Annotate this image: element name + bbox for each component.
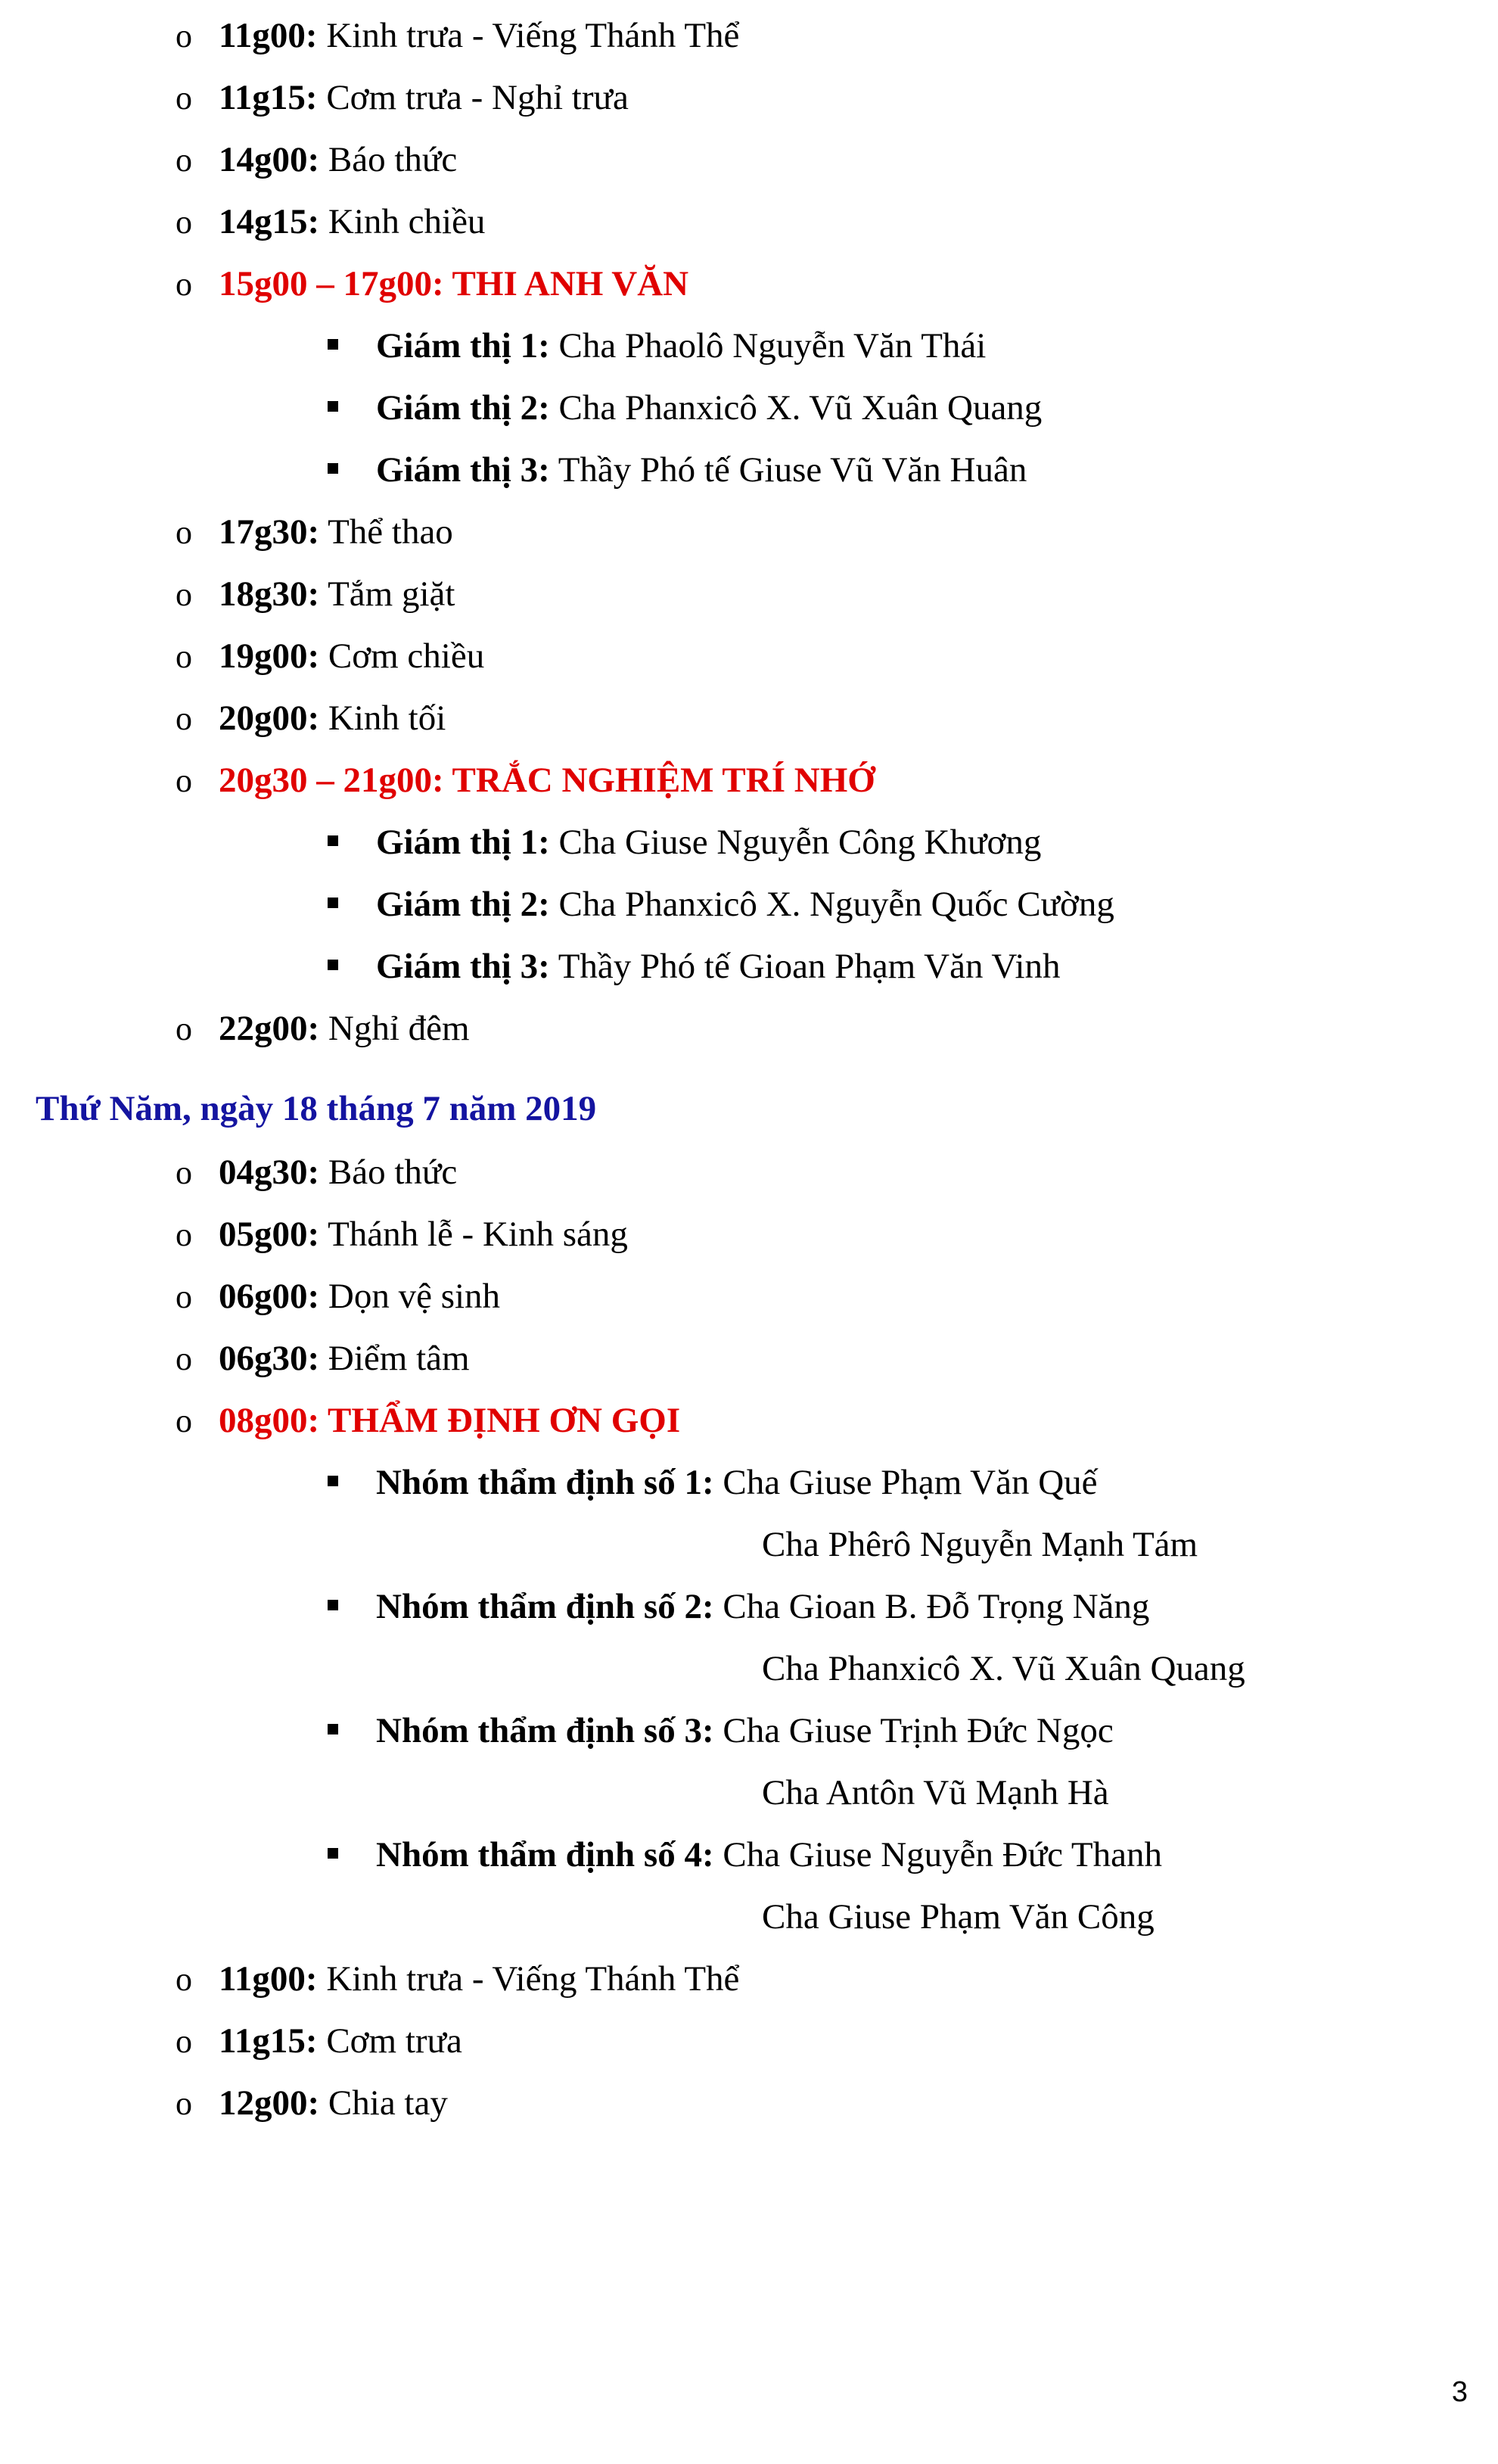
square-bullet-icon — [328, 1600, 338, 1610]
circle-bullet-icon: o — [176, 1278, 192, 1315]
group-member: Cha Giuse Nguyễn Đức Thanh — [723, 1835, 1163, 1874]
schedule-activity: Thể thao — [328, 512, 453, 552]
schedule-activity: Tắm giặt — [328, 574, 455, 614]
schedule-time: 12g00: — [219, 2083, 320, 2123]
group-label: Nhóm thẩm định số 3: — [376, 1711, 714, 1750]
schedule-activity: Báo thức — [328, 1153, 458, 1192]
square-bullet-icon — [328, 463, 338, 474]
assessment-group — [328, 1580, 1149, 1633]
proctor-label: Giám thị 2: — [376, 885, 550, 924]
schedule-time: 14g15: — [219, 202, 320, 241]
circle-bullet-icon: o — [176, 204, 192, 241]
schedule-time: 18g30: — [219, 574, 320, 614]
assessment-group — [328, 1828, 1162, 1881]
proctor-name: Cha Phaolô Nguyễn Văn Thái — [558, 326, 987, 366]
assessment-group — [328, 1456, 1098, 1509]
schedule-activity: Kinh trưa - Viếng Thánh Thể — [326, 16, 740, 55]
square-bullet-icon — [328, 1724, 338, 1734]
exam-heading-english — [176, 257, 688, 310]
proctor-item — [328, 940, 1061, 993]
schedule-activity: Thánh lễ - Kinh sáng — [328, 1215, 628, 1254]
schedule-item — [176, 2014, 462, 2067]
schedule-time: 11g00: — [219, 16, 318, 55]
schedule-time: 04g30: — [219, 1153, 320, 1192]
circle-bullet-icon: o — [176, 700, 192, 737]
schedule-item — [176, 9, 739, 62]
group-member: Cha Giuse Trịnh Đức Ngọc — [723, 1711, 1114, 1750]
circle-bullet-icon: o — [176, 17, 192, 54]
schedule-item — [176, 1002, 470, 1055]
schedule-activity: Cơm trưa — [326, 2021, 462, 2061]
proctor-name: Cha Giuse Nguyễn Công Khương — [558, 823, 1042, 862]
group-label: Nhóm thẩm định số 4: — [376, 1835, 714, 1874]
proctor-label: Giám thị 2: — [376, 388, 550, 428]
schedule-time: 11g15: — [219, 2021, 318, 2061]
schedule-item — [176, 2077, 448, 2130]
exam-title: 15g00 – 17g00: THI ANH VĂN — [219, 264, 689, 303]
schedule-item — [176, 692, 446, 745]
proctor-item — [328, 816, 1041, 869]
circle-bullet-icon: o — [176, 2023, 192, 2060]
group-member: Cha Giuse Phạm Văn Quế — [723, 1463, 1098, 1502]
square-bullet-icon — [328, 1476, 338, 1486]
proctor-name: Cha Phanxicô X. Vũ Xuân Quang — [558, 388, 1043, 428]
schedule-activity: Nghỉ đêm — [328, 1009, 470, 1048]
schedule-item — [176, 1332, 470, 1385]
group-label: Nhóm thẩm định số 1: — [376, 1463, 714, 1502]
schedule-activity: Báo thức — [328, 140, 458, 179]
circle-bullet-icon: o — [176, 1216, 192, 1253]
schedule-activity: Kinh tối — [328, 698, 446, 738]
assessment-group — [328, 1704, 1114, 1757]
proctor-name: Thầy Phó tế Giuse Vũ Văn Huân — [558, 450, 1027, 490]
circle-bullet-icon: o — [176, 1402, 192, 1439]
schedule-time: 05g00: — [219, 1215, 320, 1254]
circle-bullet-icon: o — [176, 638, 192, 675]
exam-heading-memory — [176, 754, 875, 807]
exam-title: 20g30 – 21g00: TRẮC NGHIỆM TRÍ NHỚ — [219, 761, 875, 800]
group-member: Cha Gioan B. Đỗ Trọng Năng — [723, 1587, 1150, 1626]
square-bullet-icon — [328, 339, 338, 350]
circle-bullet-icon: o — [176, 2085, 192, 2122]
schedule-time: 06g30: — [219, 1339, 320, 1378]
schedule-activity: Chia tay — [328, 2083, 448, 2123]
proctor-item — [328, 319, 986, 372]
schedule-activity: Kinh chiều — [328, 202, 486, 241]
proctor-label: Giám thị 3: — [376, 947, 550, 986]
schedule-time: 17g30: — [219, 512, 320, 552]
schedule-activity: Kinh trưa - Viếng Thánh Thể — [326, 1959, 740, 1999]
circle-bullet-icon: o — [176, 1340, 192, 1377]
circle-bullet-icon: o — [176, 576, 192, 613]
circle-bullet-icon: o — [176, 142, 192, 179]
schedule-item — [176, 506, 453, 558]
schedule-activity: Điểm tâm — [328, 1339, 470, 1378]
schedule-item — [176, 1952, 739, 2005]
assessment-title: 08g00: THẨM ĐỊNH ƠN GỌI — [219, 1401, 681, 1440]
proctor-item — [328, 443, 1027, 496]
assessment-heading — [176, 1394, 680, 1447]
schedule-time: 14g00: — [219, 140, 320, 179]
schedule-item — [176, 71, 629, 124]
square-bullet-icon — [328, 835, 338, 846]
schedule-time: 11g15: — [219, 78, 318, 117]
schedule-item — [176, 1270, 500, 1323]
schedule-time: 06g00: — [219, 1277, 320, 1316]
schedule-time: 19g00: — [219, 636, 320, 676]
proctor-label: Giám thị 1: — [376, 823, 550, 862]
group-member: Cha Phêrô Nguyễn Mạnh Tám — [762, 1525, 1198, 1564]
circle-bullet-icon: o — [176, 514, 192, 551]
group-label: Nhóm thẩm định số 2: — [376, 1587, 714, 1626]
square-bullet-icon — [328, 1848, 338, 1859]
page-number: 3 — [1451, 2376, 1468, 2408]
circle-bullet-icon: o — [176, 1010, 192, 1047]
circle-bullet-icon: o — [176, 1961, 192, 1998]
square-bullet-icon — [328, 960, 338, 970]
schedule-time: 11g00: — [219, 1959, 318, 1999]
proctor-item — [328, 381, 1042, 434]
schedule-item — [176, 568, 455, 621]
group-member: Cha Phanxicô X. Vũ Xuân Quang — [762, 1649, 1245, 1688]
group-member: Cha Giuse Phạm Văn Công — [762, 1897, 1155, 1937]
proctor-name: Cha Phanxicô X. Nguyễn Quốc Cường — [558, 885, 1114, 924]
circle-bullet-icon: o — [176, 79, 192, 117]
day-heading: Thứ Năm, ngày 18 tháng 7 năm 2019 — [36, 1089, 597, 1128]
schedule-activity: Dọn vệ sinh — [328, 1277, 501, 1316]
square-bullet-icon — [328, 401, 338, 412]
proctor-item — [328, 878, 1114, 931]
schedule-time: 20g00: — [219, 698, 320, 738]
circle-bullet-icon: o — [176, 1154, 192, 1191]
square-bullet-icon — [328, 898, 338, 908]
schedule-item — [176, 1208, 628, 1261]
schedule-item — [176, 195, 485, 248]
schedule-activity: Cơm chiều — [328, 636, 485, 676]
group-member: Cha Antôn Vũ Mạnh Hà — [762, 1773, 1109, 1812]
proctor-name: Thầy Phó tế Gioan Phạm Văn Vinh — [558, 947, 1061, 986]
schedule-activity: Cơm trưa - Nghỉ trưa — [326, 78, 629, 117]
proctor-label: Giám thị 1: — [376, 326, 550, 366]
proctor-label: Giám thị 3: — [376, 450, 550, 490]
circle-bullet-icon: o — [176, 266, 192, 303]
schedule-item — [176, 133, 457, 186]
circle-bullet-icon: o — [176, 762, 192, 799]
schedule-item — [176, 1146, 457, 1199]
schedule-time: 22g00: — [219, 1009, 320, 1048]
schedule-item — [176, 630, 484, 683]
